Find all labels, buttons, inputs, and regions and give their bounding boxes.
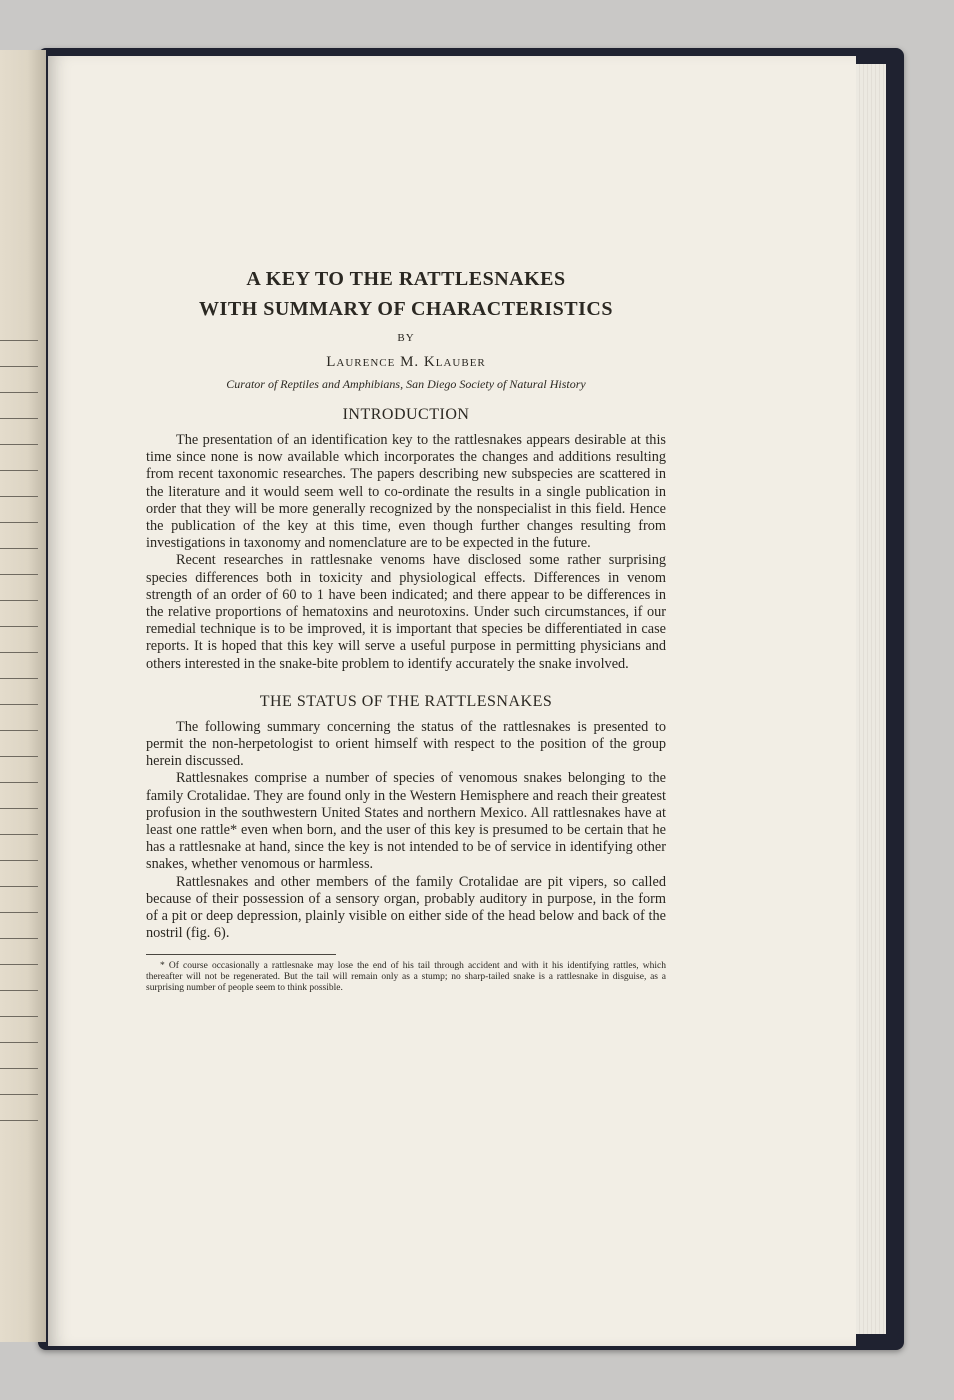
footnote: * Of course occasionally a rattlesnake may lose the end of his tail through accident and with it his identifying rattles, which thereafter will not be regenerated. But the tail will remain only as a stump; no sharp-tailed snake is a rattlesnake in disguise, as a surprising number of people seem to think possible. xyxy=(146,961,666,994)
ledger-line xyxy=(0,678,38,679)
ledger-line xyxy=(0,756,38,757)
section-heading-status: THE STATUS OF THE RATTLESNAKES xyxy=(259,692,553,710)
ledger-line xyxy=(0,626,38,627)
ledger-line xyxy=(0,340,38,341)
ledger-line xyxy=(0,886,38,887)
left-page xyxy=(0,50,46,1342)
ledger-line xyxy=(0,574,38,575)
ledger-line xyxy=(0,548,38,549)
ledger-line xyxy=(0,1094,38,1095)
ledger-line xyxy=(0,1016,38,1017)
ledger-line xyxy=(0,704,38,705)
ledger-line xyxy=(0,1120,38,1121)
ledger-line xyxy=(0,600,38,601)
ledger-line xyxy=(0,938,38,939)
ledger-line xyxy=(0,444,38,445)
ledger-line xyxy=(0,730,38,731)
paragraph: The following summary concerning the status of the rattlesnakes is presented to permit the non-herpetologist to orient himself with respect to the position of the group herein discussed. xyxy=(146,718,666,770)
author-affiliation: Curator of Reptiles and Amphibians, San Diego Society of Natural History xyxy=(226,377,586,391)
ledger-line xyxy=(0,418,38,419)
ledger-line xyxy=(0,808,38,809)
ledger-line xyxy=(0,652,38,653)
ledger-line xyxy=(0,964,38,965)
ledger-line xyxy=(0,392,38,393)
ledger-line xyxy=(0,1042,38,1043)
footnote-rule xyxy=(146,954,336,955)
ledger-line xyxy=(0,912,38,913)
by-line: BY xyxy=(397,332,415,344)
ledger-line xyxy=(0,990,38,991)
section-heading-introduction: INTRODUCTION xyxy=(342,406,470,423)
article-content xyxy=(146,264,666,994)
paragraph: Recent researches in rattlesnake venoms have disclosed some rather surprising species differences both in toxicity and physiological effects. Differences in venom strength of an order of 60 to 1 have been indicated; and there appear to be differences in the relative proportions of hematoxins and neurotoxins. Under such circumstances, if our remedial technique is to be improved, it is important that species be differentiated in case reports. It is hoped that this key will serve a useful purpose in permitting physicians and others interested in the snake-bite problem to identify accurately the snake involved. xyxy=(146,552,666,672)
paragraph: Rattlesnakes comprise a number of species of venomous snakes belonging to the family Crotalidae. They are found only in the Western Hemisphere and reach their greatest profusion in the southwestern United States and northern Mexico. All rattlesnakes have at least one rattle* even when born, and the user of this key is presumed to be certain that he has a rattlesnake at hand, since the key is not intended to be of service in identifying other snakes, whether venomous or harmless. xyxy=(146,770,666,873)
paragraph: The presentation of an identification key to the rattlesnakes appears desirable at this time since none is now available which incorporates the changes and additions resulting from recent taxonomic researches. The papers describing new subspecies are scattered in the literature and it would seem well to co-ordinate the results in a single publication in order that they will be more generally recognized by the nonspecialist in this field. Hence the publication of the key at this time, even though further changes resulting from investigations in taxonomy and nomenclature are to be expected in the future. xyxy=(146,432,666,552)
title-line-2: WITH SUMMARY OF CHARACTERISTICS xyxy=(199,298,613,320)
ledger-line xyxy=(0,522,38,523)
author-name: Laurence M. Klauber xyxy=(326,354,486,370)
ledger-line xyxy=(0,470,38,471)
title-line-1: A KEY TO THE RATTLESNAKES xyxy=(246,268,566,290)
ledger-line xyxy=(0,1068,38,1069)
ledger-line xyxy=(0,860,38,861)
article-title xyxy=(146,264,666,324)
paragraph: Rattlesnakes and other members of the family Crotalidae are pit vipers, so called because of their possession of a sensory organ, probably auditory in purpose, in the form of a pit or deep depression, plainly visible on either side of the head below and back of the nostril (fig. 6). xyxy=(146,873,666,942)
book-page xyxy=(48,56,856,1346)
ledger-line xyxy=(0,834,38,835)
ledger-line xyxy=(0,782,38,783)
ledger-line xyxy=(0,366,38,367)
ledger-line xyxy=(0,496,38,497)
